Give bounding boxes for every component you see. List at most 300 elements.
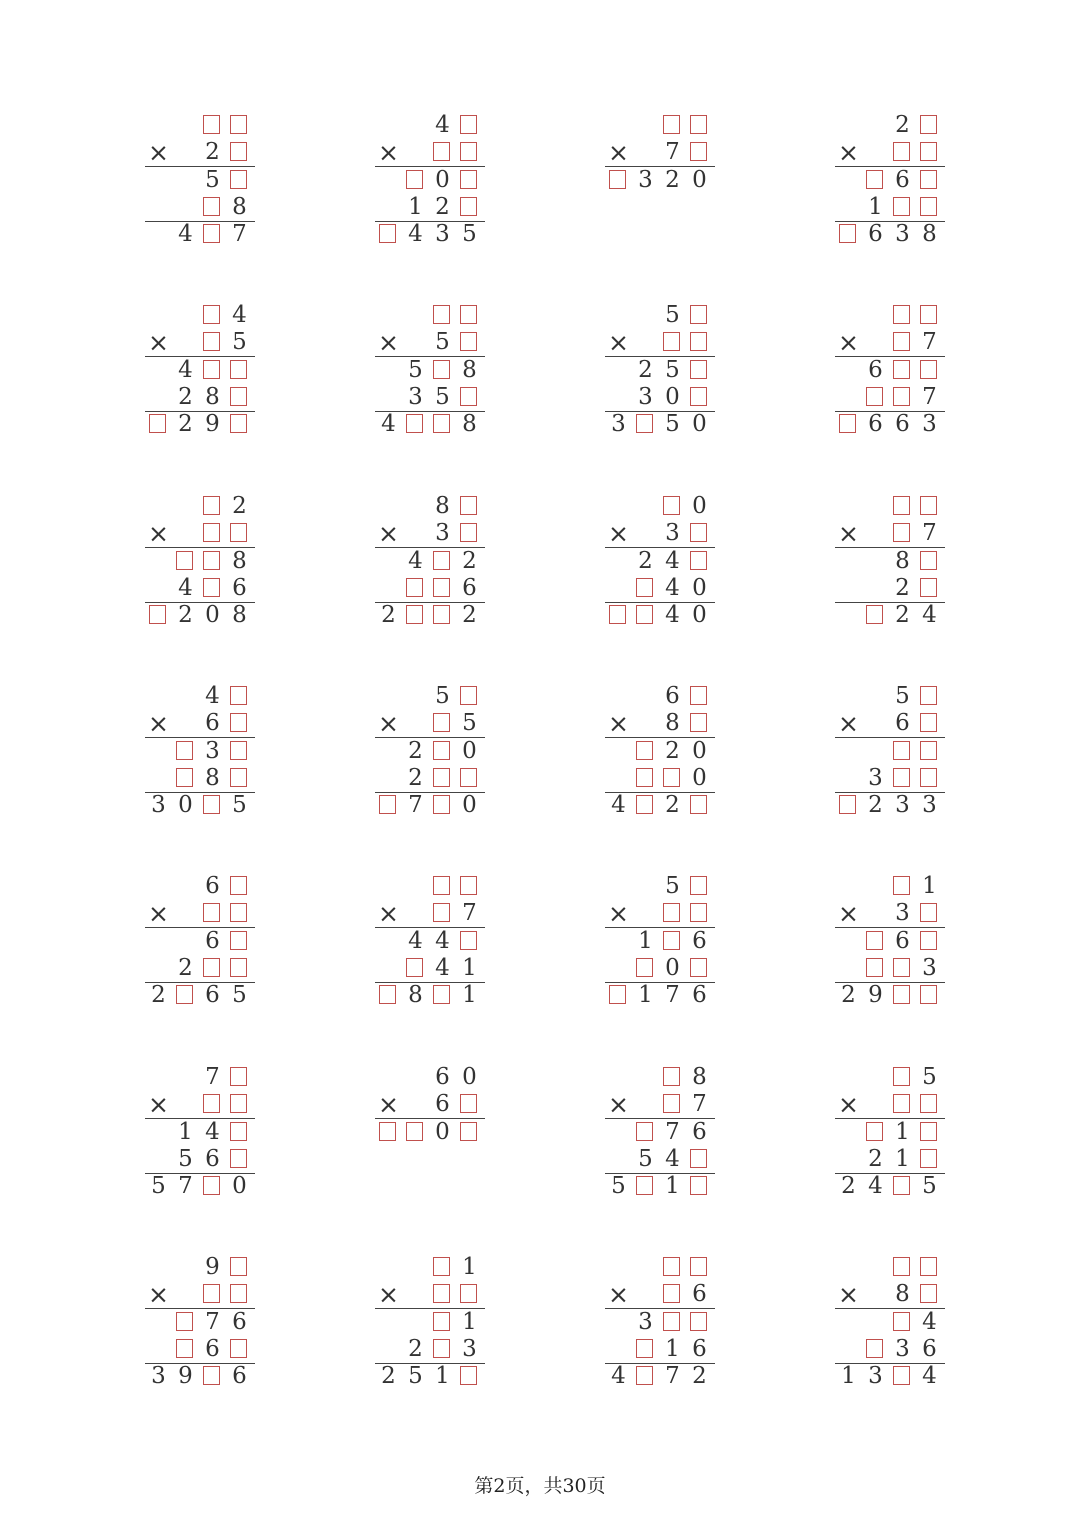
digit: 0 (205, 602, 220, 629)
digit: 3 (435, 221, 450, 248)
digit: 6 (232, 1308, 247, 1335)
answer-box[interactable] (632, 411, 659, 438)
digit: 2 (151, 982, 166, 1009)
answer-box[interactable] (862, 167, 889, 194)
answer-box[interactable] (835, 792, 862, 819)
digit: 0 (692, 411, 707, 438)
answer-box[interactable] (199, 221, 226, 248)
answer-box[interactable] (199, 548, 226, 575)
times-sign: × (838, 1280, 859, 1310)
answer-box[interactable] (916, 1254, 943, 1281)
digit: 7 (665, 139, 680, 166)
answer-box[interactable] (199, 302, 226, 329)
answer-box[interactable] (862, 1336, 889, 1363)
answer-box[interactable] (456, 329, 483, 356)
digit: 4 (178, 574, 193, 601)
multiplication-problem (605, 493, 725, 653)
times-sign: × (148, 1280, 169, 1310)
answer-box[interactable] (916, 1146, 943, 1173)
digit: 5 (232, 982, 247, 1009)
digit: 2 (381, 602, 396, 629)
answer-box[interactable] (199, 792, 226, 819)
answer-box[interactable] (456, 683, 483, 710)
answer-box[interactable] (686, 520, 713, 547)
digit: 5 (665, 302, 680, 328)
answer-box[interactable] (916, 900, 943, 927)
answer-box[interactable] (172, 1309, 199, 1336)
digit: 3 (868, 1363, 883, 1390)
answer-box[interactable] (199, 1281, 226, 1308)
multiplication-problem (605, 112, 725, 272)
digit: 4 (665, 1145, 680, 1172)
answer-box[interactable] (686, 384, 713, 411)
answer-box[interactable] (456, 928, 483, 955)
answer-box[interactable] (402, 955, 429, 982)
answer-box[interactable] (226, 1336, 253, 1363)
answer-box[interactable] (456, 1119, 483, 1146)
times-sign: × (608, 519, 629, 549)
times-sign: × (838, 709, 859, 739)
answer-box[interactable] (226, 520, 253, 547)
answer-box[interactable] (686, 1254, 713, 1281)
digit: 5 (922, 1173, 937, 1200)
times-sign: × (838, 899, 859, 929)
answer-box[interactable] (916, 112, 943, 139)
answer-box[interactable] (889, 955, 916, 982)
answer-box[interactable] (889, 982, 916, 1009)
answer-box[interactable] (456, 520, 483, 547)
digit: 2 (205, 139, 220, 166)
answer-box[interactable] (456, 873, 483, 900)
digit: 0 (462, 792, 477, 819)
digit: 6 (692, 1335, 707, 1362)
times-sign: × (148, 1090, 169, 1120)
times-sign: × (838, 519, 859, 549)
times-sign: × (148, 138, 169, 168)
answer-box[interactable] (686, 710, 713, 737)
answer-box[interactable] (632, 955, 659, 982)
digit: 1 (638, 927, 653, 954)
answer-box[interactable] (429, 1281, 456, 1308)
answer-box[interactable] (226, 1091, 253, 1118)
answer-box[interactable] (916, 575, 943, 602)
answer-box[interactable] (456, 167, 483, 194)
multiplication-problem (835, 112, 955, 272)
digit: 4 (435, 954, 450, 981)
digit: 7 (462, 900, 477, 927)
answer-box[interactable] (916, 1119, 943, 1146)
answer-box[interactable] (916, 765, 943, 792)
answer-box[interactable] (375, 1119, 402, 1146)
digit: 2 (665, 792, 680, 819)
answer-box[interactable] (429, 1336, 456, 1363)
times-sign: × (378, 1280, 399, 1310)
answer-box[interactable] (686, 357, 713, 384)
digit: 5 (232, 329, 247, 356)
answer-box[interactable] (916, 928, 943, 955)
digit: 3 (922, 792, 937, 819)
answer-box[interactable] (145, 411, 172, 438)
answer-box[interactable] (199, 955, 226, 982)
times-sign: × (148, 328, 169, 358)
answer-box[interactable] (226, 357, 253, 384)
digit: 0 (435, 166, 450, 193)
digit: 8 (462, 356, 477, 383)
answer-box[interactable] (226, 765, 253, 792)
digit: 6 (205, 1335, 220, 1362)
digit: 4 (178, 356, 193, 383)
answer-box[interactable] (889, 1309, 916, 1336)
answer-box[interactable] (199, 194, 226, 221)
answer-box[interactable] (916, 738, 943, 765)
answer-box[interactable] (226, 139, 253, 166)
digit: 1 (841, 1363, 856, 1390)
digit: 2 (435, 193, 450, 220)
answer-box[interactable] (456, 139, 483, 166)
answer-box[interactable] (199, 575, 226, 602)
times-sign: × (838, 138, 859, 168)
answer-box[interactable] (686, 900, 713, 927)
digit: 6 (922, 1335, 937, 1362)
answer-box[interactable] (916, 493, 943, 520)
page-footer: 第2页，共30页 (474, 1475, 606, 1497)
digit: 3 (895, 900, 910, 927)
answer-box[interactable] (226, 1064, 253, 1091)
digit: 2 (895, 602, 910, 629)
answer-box[interactable] (686, 1173, 713, 1200)
answer-box[interactable] (199, 1363, 226, 1390)
answer-box[interactable] (659, 900, 686, 927)
answer-box[interactable] (916, 548, 943, 575)
answer-box[interactable] (402, 575, 429, 602)
digit: 1 (638, 982, 653, 1009)
digit: 3 (638, 1308, 653, 1335)
answer-box[interactable] (916, 683, 943, 710)
answer-box[interactable] (199, 1091, 226, 1118)
answer-box[interactable] (172, 738, 199, 765)
digit: 7 (408, 792, 423, 819)
times-sign: × (378, 138, 399, 168)
answer-box[interactable] (199, 1173, 226, 1200)
digit: 1 (462, 1254, 477, 1280)
digit: 6 (868, 221, 883, 248)
answer-box[interactable] (889, 1064, 916, 1091)
answer-box[interactable] (889, 139, 916, 166)
answer-box[interactable] (199, 520, 226, 547)
digit: 0 (692, 166, 707, 193)
answer-box[interactable] (659, 1281, 686, 1308)
answer-box[interactable] (686, 683, 713, 710)
digit: 4 (178, 221, 193, 248)
digit: 8 (205, 764, 220, 791)
digit: 2 (692, 1363, 707, 1390)
answer-box[interactable] (375, 792, 402, 819)
answer-box[interactable] (916, 302, 943, 329)
digit: 5 (435, 683, 450, 709)
digit: 3 (151, 1363, 166, 1390)
answer-box[interactable] (172, 982, 199, 1009)
digit: 2 (408, 737, 423, 764)
digit: 2 (841, 1173, 856, 1200)
answer-box[interactable] (632, 792, 659, 819)
answer-box[interactable] (632, 738, 659, 765)
digit: 5 (922, 1064, 937, 1090)
answer-box[interactable] (226, 411, 253, 438)
answer-box[interactable] (659, 112, 686, 139)
multiplication-problem (145, 302, 265, 462)
answer-box[interactable] (199, 493, 226, 520)
answer-box[interactable] (889, 1173, 916, 1200)
answer-box[interactable] (199, 329, 226, 356)
answer-box[interactable] (456, 194, 483, 221)
digit: 7 (922, 520, 937, 547)
answer-box[interactable] (429, 710, 456, 737)
answer-box[interactable] (456, 765, 483, 792)
digit: 4 (611, 1363, 626, 1390)
answer-box[interactable] (172, 1336, 199, 1363)
digit: 6 (895, 710, 910, 737)
digit: 6 (895, 927, 910, 954)
answer-box[interactable] (916, 357, 943, 384)
digit: 6 (205, 1145, 220, 1172)
digit: 3 (435, 520, 450, 547)
answer-box[interactable] (862, 602, 889, 629)
answer-box[interactable] (889, 520, 916, 547)
answer-box[interactable] (889, 194, 916, 221)
digit: 4 (408, 221, 423, 248)
digit: 0 (692, 493, 707, 519)
times-sign: × (608, 1090, 629, 1120)
answer-box[interactable] (199, 900, 226, 927)
answer-box[interactable] (686, 1309, 713, 1336)
digit: 7 (692, 1091, 707, 1118)
times-sign: × (378, 328, 399, 358)
answer-box[interactable] (226, 112, 253, 139)
answer-box[interactable] (862, 928, 889, 955)
answer-box[interactable] (659, 329, 686, 356)
multiplication-problem (605, 1254, 725, 1414)
answer-box[interactable] (456, 1363, 483, 1390)
digit: 5 (665, 356, 680, 383)
times-sign: × (608, 328, 629, 358)
answer-box[interactable] (889, 302, 916, 329)
answer-box[interactable] (659, 1254, 686, 1281)
digit: 6 (435, 1064, 450, 1090)
answer-box[interactable] (686, 1146, 713, 1173)
multiplication-problem (375, 873, 495, 1033)
answer-box[interactable] (686, 548, 713, 575)
times-sign: × (608, 1280, 629, 1310)
answer-box[interactable] (916, 982, 943, 1009)
answer-box[interactable] (226, 1119, 253, 1146)
answer-box[interactable] (632, 575, 659, 602)
answer-box[interactable] (429, 982, 456, 1009)
digit: 7 (665, 1118, 680, 1145)
answer-box[interactable] (429, 792, 456, 819)
multiplication-problem (835, 302, 955, 462)
answer-box[interactable] (145, 602, 172, 629)
answer-box[interactable] (659, 1064, 686, 1091)
answer-box[interactable] (402, 411, 429, 438)
answer-box[interactable] (659, 1309, 686, 1336)
digit: 0 (692, 764, 707, 791)
answer-box[interactable] (862, 1119, 889, 1146)
answer-box[interactable] (456, 493, 483, 520)
answer-box[interactable] (226, 1281, 253, 1308)
answer-box[interactable] (889, 738, 916, 765)
multiplication-problem (605, 683, 725, 843)
digit: 4 (665, 547, 680, 574)
answer-box[interactable] (402, 602, 429, 629)
digit: 1 (665, 1335, 680, 1362)
digit: 8 (435, 493, 450, 519)
digit: 2 (841, 982, 856, 1009)
answer-box[interactable] (429, 302, 456, 329)
answer-box[interactable] (916, 1281, 943, 1308)
answer-box[interactable] (916, 194, 943, 221)
answer-box[interactable] (226, 900, 253, 927)
answer-box[interactable] (686, 302, 713, 329)
answer-box[interactable] (686, 112, 713, 139)
digit: 2 (408, 764, 423, 791)
digit: 6 (462, 574, 477, 601)
digit: 2 (895, 112, 910, 138)
digit: 1 (895, 1145, 910, 1172)
answer-box[interactable] (632, 1173, 659, 1200)
answer-box[interactable] (686, 792, 713, 819)
answer-box[interactable] (199, 357, 226, 384)
answer-box[interactable] (402, 167, 429, 194)
answer-box[interactable] (889, 765, 916, 792)
answer-box[interactable] (429, 900, 456, 927)
answer-box[interactable] (429, 411, 456, 438)
answer-box[interactable] (226, 167, 253, 194)
digit: 1 (462, 954, 477, 981)
digit: 8 (692, 1064, 707, 1090)
times-sign: × (148, 519, 169, 549)
answer-box[interactable] (429, 602, 456, 629)
answer-box[interactable] (226, 1146, 253, 1173)
answer-box[interactable] (916, 1091, 943, 1118)
answer-box[interactable] (456, 302, 483, 329)
digit: 6 (205, 982, 220, 1009)
answer-box[interactable] (605, 602, 632, 629)
digit: 3 (895, 792, 910, 819)
digit: 3 (638, 166, 653, 193)
answer-box[interactable] (835, 411, 862, 438)
answer-box[interactable] (889, 357, 916, 384)
answer-box[interactable] (429, 357, 456, 384)
answer-box[interactable] (889, 873, 916, 900)
answer-box[interactable] (226, 955, 253, 982)
answer-box[interactable] (226, 873, 253, 900)
answer-box[interactable] (429, 873, 456, 900)
answer-box[interactable] (889, 1091, 916, 1118)
digit: 2 (665, 737, 680, 764)
answer-box[interactable] (429, 738, 456, 765)
answer-box[interactable] (916, 139, 943, 166)
digit: 6 (895, 166, 910, 193)
answer-box[interactable] (456, 1091, 483, 1118)
answer-box[interactable] (862, 955, 889, 982)
answer-box[interactable] (659, 1091, 686, 1118)
answer-box[interactable] (835, 221, 862, 248)
digit: 6 (868, 411, 883, 438)
answer-box[interactable] (199, 112, 226, 139)
digit: 6 (232, 1363, 247, 1390)
answer-box[interactable] (889, 329, 916, 356)
digit: 6 (205, 873, 220, 899)
digit: 2 (178, 602, 193, 629)
answer-box[interactable] (916, 167, 943, 194)
digit: 4 (611, 792, 626, 819)
answer-box[interactable] (429, 575, 456, 602)
digit: 8 (462, 411, 477, 438)
answer-box[interactable] (226, 710, 253, 737)
answer-box[interactable] (226, 683, 253, 710)
answer-box[interactable] (456, 112, 483, 139)
answer-box[interactable] (686, 873, 713, 900)
digit: 7 (665, 982, 680, 1009)
answer-box[interactable] (686, 139, 713, 166)
answer-box[interactable] (456, 384, 483, 411)
answer-box[interactable] (889, 493, 916, 520)
digit: 7 (922, 329, 937, 356)
answer-box[interactable] (632, 602, 659, 629)
answer-box[interactable] (226, 738, 253, 765)
answer-box[interactable] (659, 493, 686, 520)
answer-box[interactable] (862, 384, 889, 411)
answer-box[interactable] (429, 765, 456, 792)
answer-box[interactable] (429, 1309, 456, 1336)
answer-box[interactable] (429, 1254, 456, 1281)
answer-box[interactable] (226, 928, 253, 955)
answer-box[interactable] (226, 384, 253, 411)
answer-box[interactable] (889, 1254, 916, 1281)
answer-box[interactable] (889, 1363, 916, 1390)
multiplication-problem (145, 112, 265, 272)
answer-box[interactable] (375, 221, 402, 248)
answer-box[interactable] (916, 710, 943, 737)
answer-box[interactable] (172, 765, 199, 792)
answer-box[interactable] (686, 329, 713, 356)
answer-box[interactable] (659, 765, 686, 792)
answer-box[interactable] (456, 1281, 483, 1308)
answer-box[interactable] (605, 982, 632, 1009)
answer-box[interactable] (632, 1336, 659, 1363)
answer-box[interactable] (402, 1119, 429, 1146)
digit: 3 (638, 383, 653, 410)
digit: 5 (151, 1173, 166, 1200)
answer-box[interactable] (686, 955, 713, 982)
answer-box[interactable] (632, 765, 659, 792)
answer-box[interactable] (605, 167, 632, 194)
digit: 1 (665, 1173, 680, 1200)
answer-box[interactable] (632, 1363, 659, 1390)
answer-box[interactable] (429, 139, 456, 166)
digit: 8 (232, 602, 247, 629)
answer-box[interactable] (659, 928, 686, 955)
digit: 1 (408, 193, 423, 220)
answer-box[interactable] (889, 384, 916, 411)
answer-box[interactable] (429, 548, 456, 575)
digit: 6 (895, 411, 910, 438)
answer-box[interactable] (172, 548, 199, 575)
answer-box[interactable] (226, 1254, 253, 1281)
digit: 8 (665, 710, 680, 737)
answer-box[interactable] (375, 982, 402, 1009)
answer-box[interactable] (632, 1119, 659, 1146)
